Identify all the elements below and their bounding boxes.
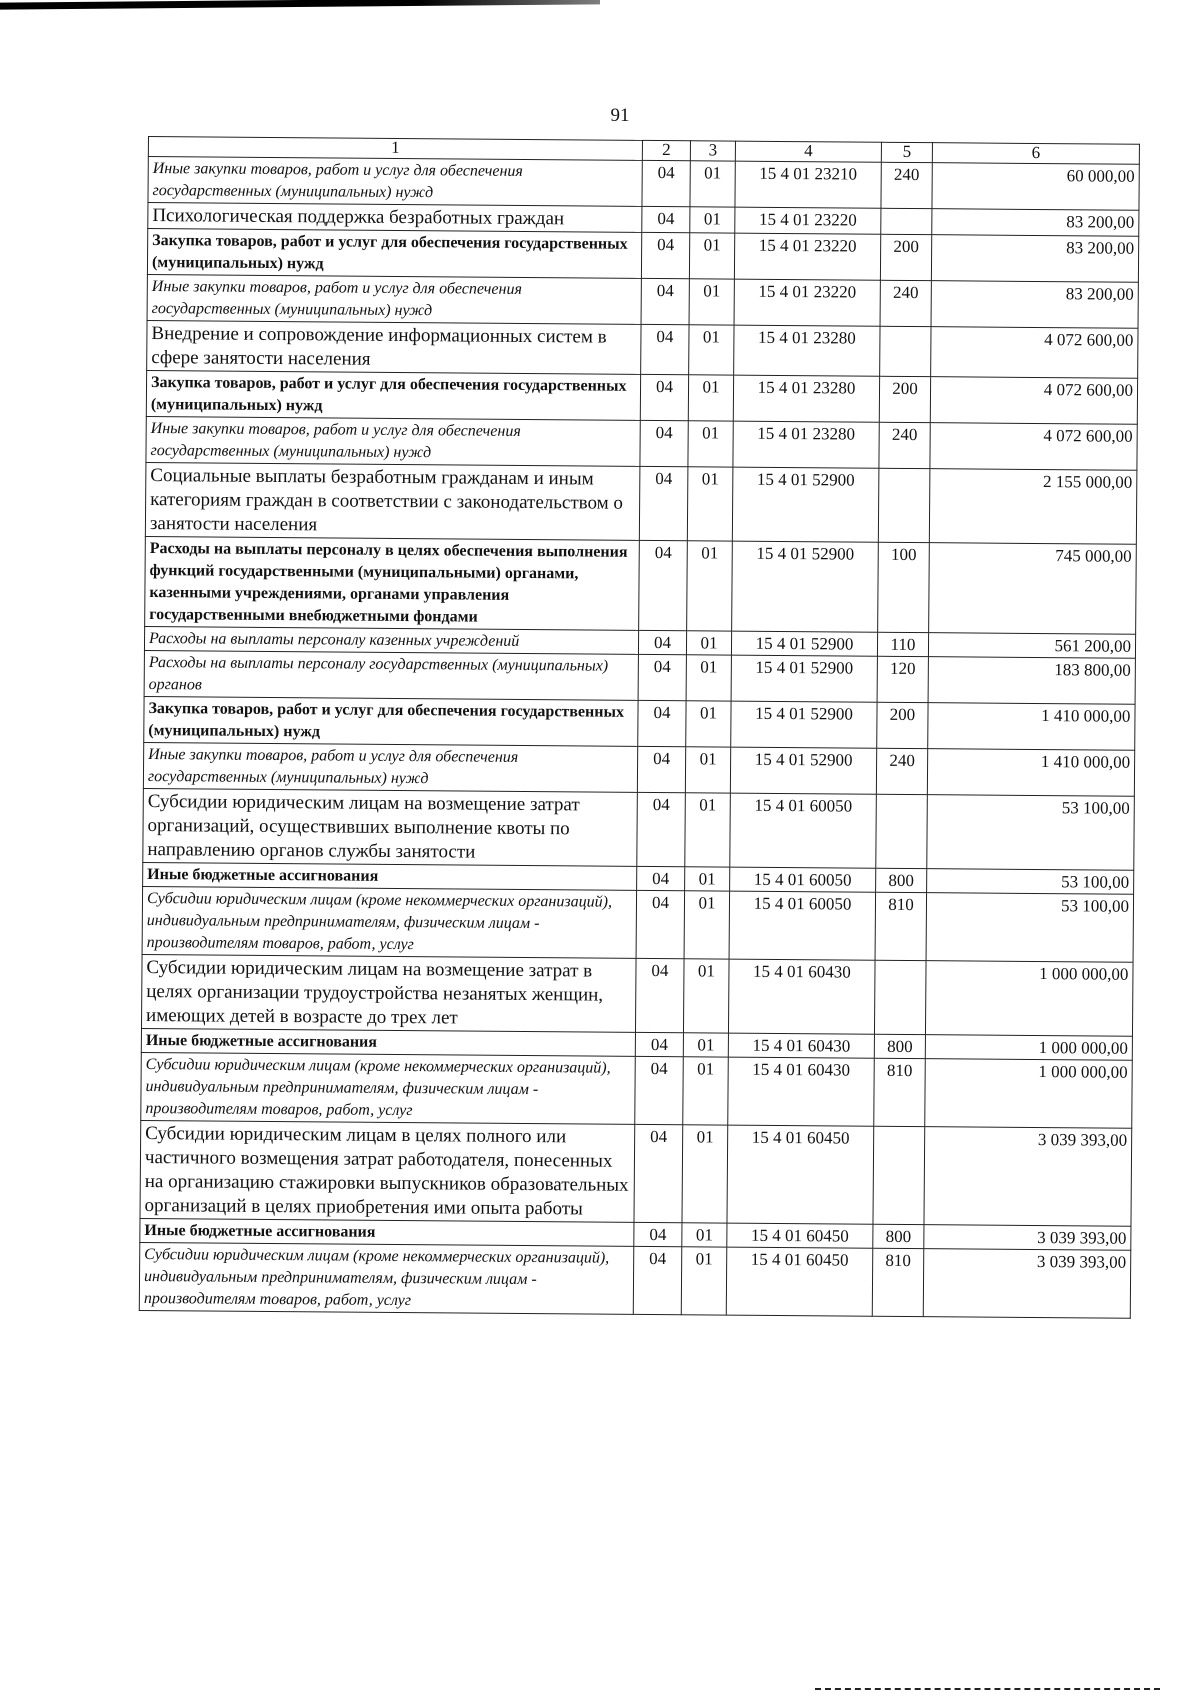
row-target-code-cell: 15 4 01 23210 <box>735 161 881 208</box>
budget-table <box>139 136 1140 1319</box>
table-row <box>146 416 1137 470</box>
row-expense-type-cell <box>878 468 930 542</box>
row-target-code-cell: 15 4 01 60450 <box>727 1223 873 1248</box>
row-section-cell: 04 <box>636 890 685 958</box>
row-amount-cell: 1 410 000,00 <box>928 703 1135 751</box>
row-amount-cell: 1 000 000,00 <box>925 1035 1132 1061</box>
row-name-cell: Субсидии юридическим лицам на возмещение затрат в целях организации трудоустройства незанятых женщин, имеющих детей в возрасте до трех лет <box>141 954 636 1032</box>
row-expense-type-cell: 240 <box>881 162 932 208</box>
row-section-cell: 04 <box>638 654 686 700</box>
row-amount-cell: 183 800,00 <box>928 657 1135 705</box>
row-amount-cell: 4 072 600,00 <box>930 377 1137 425</box>
row-subsection-cell: 01 <box>685 867 730 891</box>
row-subsection-cell: 01 <box>683 1033 728 1057</box>
table-row <box>140 1120 1132 1226</box>
row-section-cell: 04 <box>637 746 685 792</box>
row-section-cell: 04 <box>640 374 688 420</box>
header-col-6: 6 <box>932 143 1139 165</box>
row-target-code-cell: 15 4 01 52900 <box>731 631 877 656</box>
row-target-code-cell: 15 4 01 52900 <box>732 467 879 542</box>
row-target-code-cell: 15 4 01 60450 <box>727 1125 874 1224</box>
row-name-cell: Субсидии юридическим лицам (кроме некоммерческих организаций), индивидуальным предпринимателям, физическим лицам - производителям товаров, работ, услуг <box>139 1242 634 1314</box>
row-target-code-cell: 15 4 01 60050 <box>729 891 876 960</box>
row-amount-cell: 1 410 000,00 <box>927 749 1134 797</box>
row-name-cell: Иные бюджетные ассигнования <box>140 1218 634 1246</box>
row-name-cell: Иные закупки товаров, работ и услуг для обеспечения государственных (муниципальных) нужд <box>146 416 640 466</box>
row-section-cell: 04 <box>635 958 684 1032</box>
row-expense-type-cell: 800 <box>874 1034 925 1058</box>
row-name-cell: Субсидии юридическим лицам (кроме некоммерческих организаций), индивидуальным предпринимателям, физическим лицам - производителям товаров, работ, услуг <box>142 886 637 958</box>
row-section-cell: 04 <box>635 1032 683 1056</box>
row-name-cell: Закупка товаров, работ и услуг для обеспечения государственных (муниципальных) нужд <box>147 229 641 279</box>
row-expense-type-cell: 200 <box>879 376 930 422</box>
row-name-cell: Субсидии юридическим лицам в целях полного или частичного возмещения затрат работодателя, понесенных на организацию стажировки выпускников образовательных организаций в целях приобретения ими опыта работы <box>140 1120 635 1222</box>
row-target-code-cell: 15 4 01 60450 <box>726 1247 873 1316</box>
row-target-code-cell: 15 4 01 60430 <box>728 1033 874 1058</box>
page-number: 91 <box>610 105 630 126</box>
row-amount-cell: 2 155 000,00 <box>929 469 1137 545</box>
row-subsection-cell: 01 <box>687 541 733 631</box>
row-name-cell: Социальные выплаты безработным гражданам и иным категориям граждан в соответствии с законодательством о занятости населения <box>145 462 640 540</box>
row-amount-cell: 53 100,00 <box>927 869 1134 895</box>
table-row <box>144 696 1135 750</box>
row-subsection-cell: 01 <box>685 793 731 867</box>
row-expense-type-cell: 110 <box>877 632 928 656</box>
table-row <box>147 320 1138 378</box>
header-col-4: 4 <box>735 141 881 162</box>
row-name-cell: Закупка товаров, работ и услуг для обеспечения государственных (муниципальных) нужд <box>146 370 640 420</box>
row-section-cell: 04 <box>637 866 685 890</box>
row-subsection-cell: 01 <box>686 655 731 701</box>
row-expense-type-cell: 200 <box>880 234 931 280</box>
row-target-code-cell: 15 4 01 60050 <box>730 867 876 892</box>
row-expense-type-cell <box>873 1126 925 1224</box>
row-target-code-cell: 15 4 01 60050 <box>730 793 877 868</box>
row-target-code-cell: 15 4 01 23280 <box>733 421 879 468</box>
row-expense-type-cell <box>874 960 926 1034</box>
row-amount-cell: 3 039 393,00 <box>923 1249 1131 1319</box>
row-subsection-cell: 01 <box>683 959 729 1033</box>
row-name-cell: Субсидии юридическим лицам на возмещение затрат организаций, осуществивших выполнение квоты по направлению органов службы занятости <box>143 788 638 866</box>
row-expense-type-cell: 200 <box>877 702 928 748</box>
row-subsection-cell: 01 <box>682 1125 728 1223</box>
row-amount-cell: 3 039 393,00 <box>924 1127 1132 1227</box>
row-section-cell: 04 <box>638 630 686 654</box>
row-amount-cell: 83 200,00 <box>931 281 1138 329</box>
row-subsection-cell: 01 <box>690 161 735 207</box>
row-subsection-cell: 01 <box>689 233 734 279</box>
row-name-cell: Иные бюджетные ассигнования <box>141 1028 635 1056</box>
row-name-cell: Расходы на выплаты персоналу в целях обеспечения выполнения функций государственными (муниципальными) органами, казенными учреждениями, органами управления государственными внебюджетными фондами <box>145 536 640 630</box>
row-subsection-cell: 01 <box>690 207 735 233</box>
row-subsection-cell: 01 <box>688 421 733 467</box>
row-target-code-cell: 15 4 01 52900 <box>731 701 877 748</box>
table-row <box>147 274 1138 328</box>
row-expense-type-cell <box>881 208 932 234</box>
row-target-code-cell: 15 4 01 60430 <box>728 959 875 1034</box>
row-amount-cell: 83 200,00 <box>931 235 1138 283</box>
row-expense-type-cell <box>876 794 928 868</box>
table-row <box>143 742 1134 796</box>
row-subsection-cell: 01 <box>686 701 731 747</box>
header-col-5: 5 <box>881 142 932 162</box>
table-row <box>144 650 1135 704</box>
row-name-cell: Закупка товаров, работ и услуг для обеспечения государственных (муниципальных) нужд <box>144 696 638 746</box>
row-subsection-cell: 01 <box>689 325 734 375</box>
row-amount-cell: 83 200,00 <box>932 209 1139 237</box>
row-section-cell: 04 <box>642 160 690 206</box>
table-row <box>148 157 1139 211</box>
row-expense-type-cell: 800 <box>873 1224 924 1248</box>
header-col-1: 1 <box>148 137 642 161</box>
row-target-code-cell: 15 4 01 23280 <box>733 375 879 422</box>
table-row <box>147 229 1138 283</box>
table-row <box>141 954 1133 1036</box>
row-expense-type-cell: 240 <box>879 422 930 468</box>
table-row <box>145 462 1137 544</box>
row-amount-cell: 561 200,00 <box>928 633 1135 659</box>
header-col-3: 3 <box>690 141 735 161</box>
row-target-code-cell: 15 4 01 23220 <box>735 207 881 234</box>
row-section-cell: 04 <box>637 792 686 866</box>
row-section-cell: 04 <box>635 1056 684 1124</box>
row-expense-type-cell: 240 <box>876 748 927 794</box>
row-section-cell: 04 <box>641 232 689 278</box>
row-amount-cell: 745 000,00 <box>929 543 1137 635</box>
row-expense-type-cell: 240 <box>880 280 931 326</box>
table-row <box>143 788 1135 870</box>
row-section-cell: 04 <box>642 206 690 232</box>
row-name-cell: Иные закупки товаров, работ и услуг для обеспечения государственных (муниципальных) нужд <box>147 274 641 324</box>
table-row <box>146 370 1137 424</box>
row-expense-type-cell: 810 <box>874 1058 926 1126</box>
row-name-cell: Расходы на выплаты персоналу государственных (муниципальных) органов <box>144 650 638 700</box>
row-target-code-cell: 15 4 01 23220 <box>734 279 880 326</box>
row-amount-cell: 4 072 600,00 <box>930 423 1137 471</box>
row-name-cell: Иные закупки товаров, работ и услуг для обеспечения государственных (муниципальных) нужд <box>143 742 637 792</box>
row-target-code-cell: 15 4 01 60430 <box>728 1057 875 1126</box>
row-name-cell: Субсидии юридическим лицам (кроме некоммерческих организаций), индивидуальным предпринимателям, физическим лицам - производителям товаров, работ, услуг <box>141 1052 636 1124</box>
row-amount-cell: 53 100,00 <box>926 893 1134 963</box>
table-row <box>142 886 1134 962</box>
row-subsection-cell: 01 <box>681 1247 727 1315</box>
table-body <box>139 157 1139 1319</box>
row-amount-cell: 1 000 000,00 <box>925 961 1133 1037</box>
row-amount-cell: 3 039 393,00 <box>924 1225 1131 1251</box>
row-subsection-cell: 01 <box>688 375 733 421</box>
row-subsection-cell: 01 <box>689 279 734 325</box>
scan-edge-mark <box>0 0 600 10</box>
row-section-cell: 04 <box>638 700 686 746</box>
row-subsection-cell: 01 <box>685 747 730 793</box>
row-expense-type-cell: 810 <box>875 892 927 960</box>
row-subsection-cell: 01 <box>687 467 733 541</box>
row-target-code-cell: 15 4 01 23280 <box>734 325 880 376</box>
table-row <box>139 1242 1131 1318</box>
row-expense-type-cell: 800 <box>876 868 927 892</box>
row-section-cell: 04 <box>634 1124 683 1222</box>
row-target-code-cell: 15 4 01 52900 <box>730 747 876 794</box>
header-col-2: 2 <box>642 140 690 160</box>
row-section-cell: 04 <box>634 1222 682 1246</box>
scan-bottom-mark <box>815 1688 1160 1690</box>
row-subsection-cell: 01 <box>684 891 730 959</box>
row-expense-type-cell <box>880 326 931 376</box>
row-amount-cell: 53 100,00 <box>927 795 1135 871</box>
row-section-cell: 04 <box>633 1246 682 1314</box>
row-name-cell: Иные бюджетные ассигнования <box>143 862 637 890</box>
row-expense-type-cell: 810 <box>872 1248 924 1316</box>
row-amount-cell: 60 000,00 <box>932 163 1139 211</box>
row-name-cell: Психологическая поддержка безработных граждан <box>148 203 642 233</box>
row-subsection-cell: 01 <box>686 631 731 655</box>
row-name-cell: Расходы на выплаты персоналу казенных учреждений <box>144 626 638 654</box>
row-subsection-cell: 01 <box>682 1223 727 1247</box>
row-target-code-cell: 15 4 01 23220 <box>734 233 880 280</box>
row-section-cell: 04 <box>641 324 689 374</box>
table-row <box>145 536 1137 634</box>
row-name-cell: Иные закупки товаров, работ и услуг для обеспечения государственных (муниципальных) нужд <box>148 157 642 207</box>
row-section-cell: 04 <box>639 466 688 540</box>
row-expense-type-cell: 100 <box>878 542 930 632</box>
row-subsection-cell: 01 <box>683 1057 729 1125</box>
row-target-code-cell: 15 4 01 52900 <box>731 655 877 702</box>
row-target-code-cell: 15 4 01 52900 <box>732 541 879 632</box>
row-amount-cell: 4 072 600,00 <box>931 327 1138 379</box>
row-amount-cell: 1 000 000,00 <box>925 1059 1133 1129</box>
row-section-cell: 04 <box>639 540 688 630</box>
table-row <box>141 1052 1133 1128</box>
row-section-cell: 04 <box>640 420 688 466</box>
row-expense-type-cell: 120 <box>877 656 928 702</box>
row-section-cell: 04 <box>641 278 689 324</box>
row-name-cell: Внедрение и сопровождение информационных систем в сфере занятости населения <box>147 320 641 374</box>
